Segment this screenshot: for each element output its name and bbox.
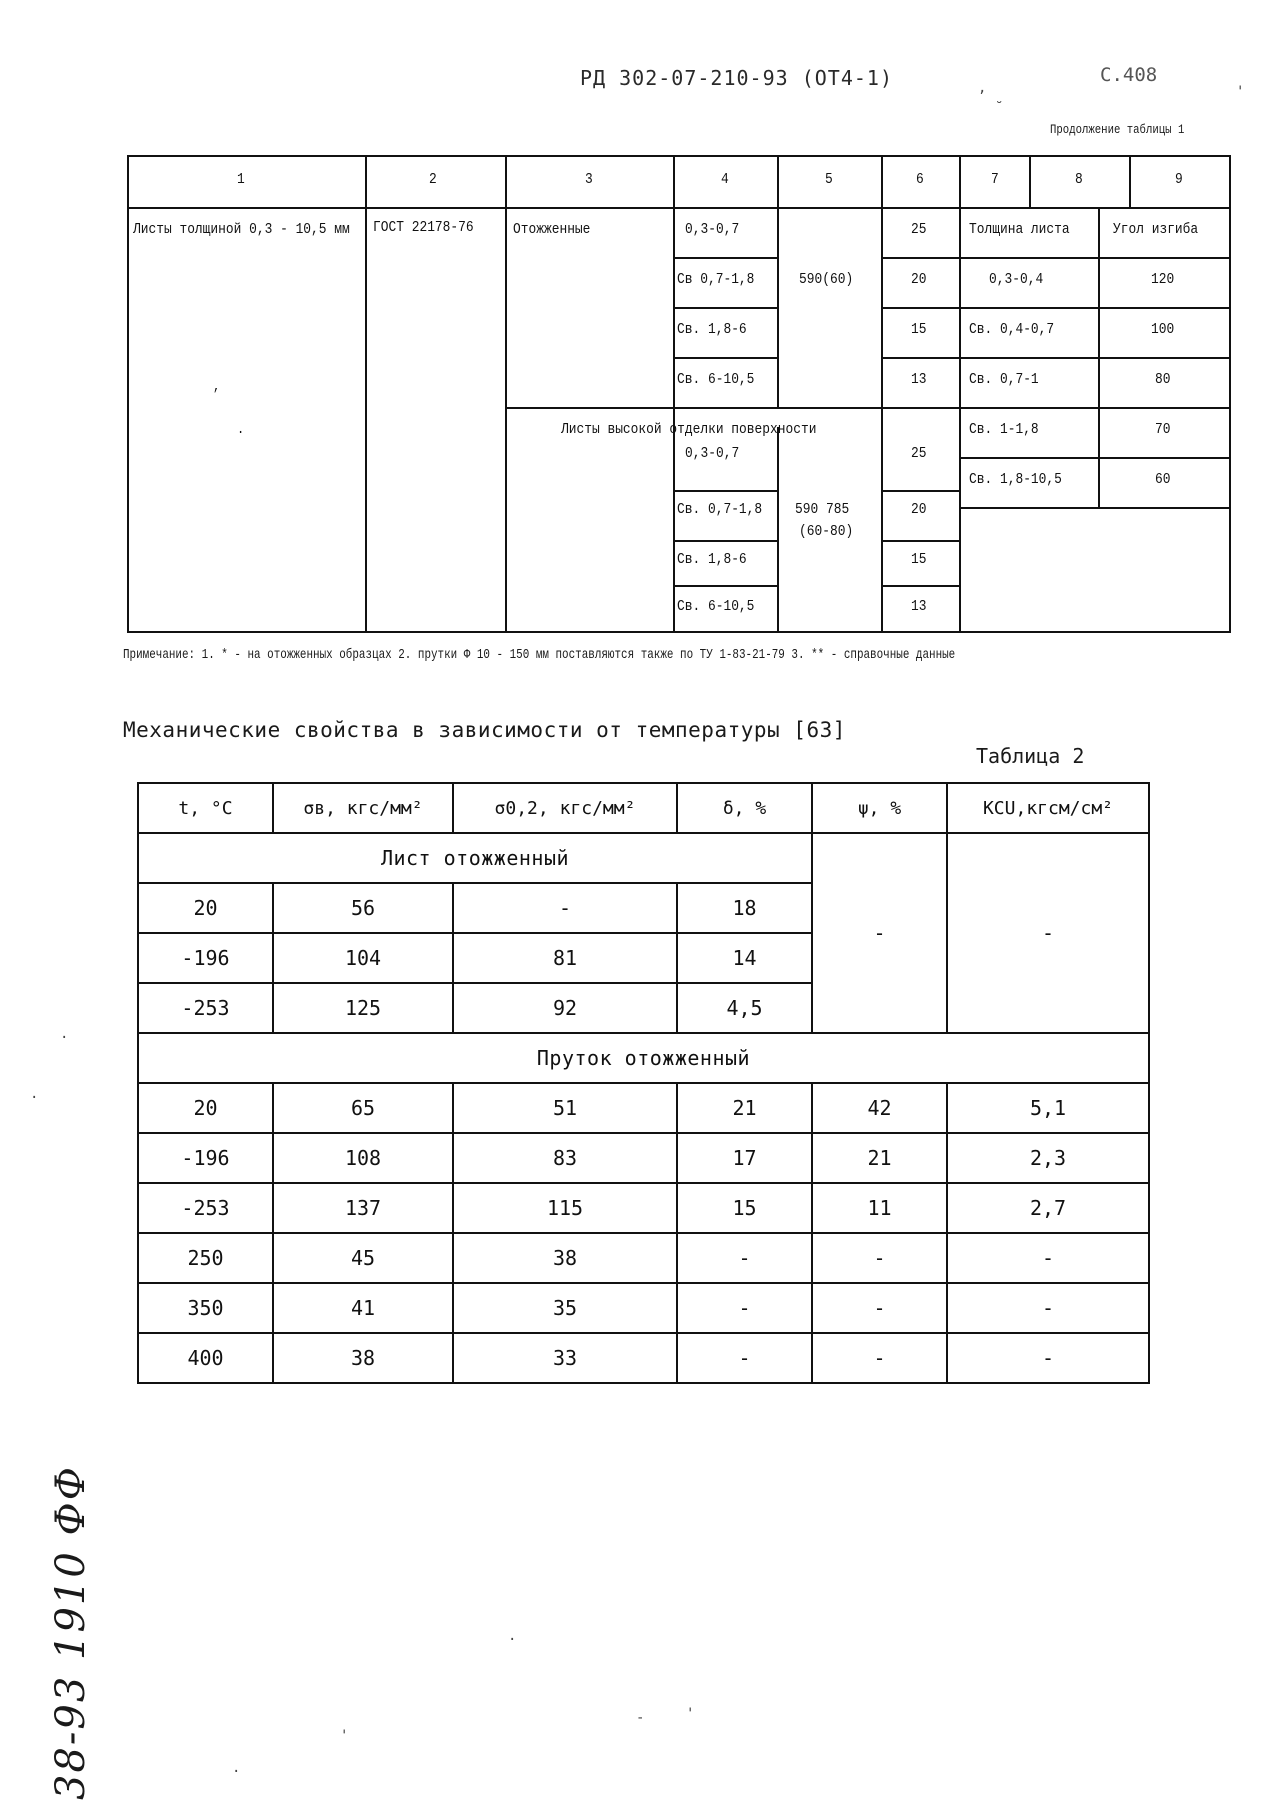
table-cell: -253: [138, 1183, 273, 1233]
thickness-cell: Св. 6-10,5: [677, 371, 755, 388]
table-cell: 42: [812, 1083, 947, 1133]
table-cell: 5,1: [947, 1083, 1149, 1133]
bend-angle: 70: [1155, 421, 1171, 438]
table-cell: -: [812, 1233, 947, 1283]
table-row: [138, 1183, 1149, 1233]
table-cell: -: [947, 1233, 1149, 1283]
table-cell: 15: [677, 1183, 812, 1233]
table-2: [137, 782, 1150, 1384]
table-cell: 4,5: [677, 983, 812, 1033]
bend-thickness: Св. 1,8-10,5: [969, 471, 1062, 488]
thickness-cell: Св. 1,8-6: [677, 551, 747, 568]
table-header-row: [138, 783, 1149, 833]
table-2-title: Механические свойства в зависимости от температуры [63]: [123, 718, 846, 742]
table-cell: -196: [138, 1133, 273, 1183]
scan-speck: ·: [30, 1090, 39, 1106]
col-header: 6: [916, 171, 924, 188]
table-cell: 20: [138, 883, 273, 933]
table-cell: 108: [273, 1133, 453, 1183]
elongation-cell: 13: [911, 371, 927, 388]
col-header: 7: [991, 171, 999, 188]
document-code: РД 302-07-210-93 (ОТ4-1): [580, 66, 893, 90]
material-name: Листы толщиной 0,3 - 10,5 мм: [133, 221, 350, 238]
thickness-cell: Св. 1,8-6: [677, 321, 747, 338]
table-cell: 14: [677, 933, 812, 983]
scan-speck: .: [232, 1760, 241, 1776]
header-cell: ψ, %: [812, 783, 947, 833]
table-row: [138, 1233, 1149, 1283]
scan-speck: ': [1236, 84, 1245, 100]
scan-speck: ·: [60, 1030, 69, 1046]
col-header: 9: [1175, 171, 1183, 188]
table-cell: -: [947, 833, 1149, 1033]
table-cell: -: [812, 1283, 947, 1333]
header-cell: σв, кгс/мм²: [273, 783, 453, 833]
table-cell: -196: [138, 933, 273, 983]
bend-thickness: Св. 0,4-0,7: [969, 321, 1055, 338]
bend-thickness: Св. 1-1,8: [969, 421, 1039, 438]
table-cell: 41: [273, 1283, 453, 1333]
state-annealed: Отожженные: [513, 221, 591, 238]
table-cell: -: [947, 1333, 1149, 1383]
table-cell: 2,7: [947, 1183, 1149, 1233]
elongation-cell: 13: [911, 598, 927, 615]
table-cell: -: [677, 1333, 812, 1383]
table-cell: -: [453, 883, 677, 933]
thickness-cell: Св 0,7-1,8: [677, 271, 755, 288]
strength-cell: (60-80): [799, 523, 854, 540]
table-2-label: Таблица 2: [976, 744, 1085, 768]
section-row: [138, 833, 1149, 883]
scan-speck: ,: [978, 80, 987, 96]
section-label: Пруток отожженный: [138, 1033, 1149, 1083]
thickness-cell: Св. 6-10,5: [677, 598, 755, 615]
elongation-cell: 25: [911, 445, 927, 462]
table-cell: 115: [453, 1183, 677, 1233]
state-high-finish: Листы высокой отделки поверхности: [561, 421, 817, 438]
table-cell: 38: [273, 1333, 453, 1383]
col-header: 4: [721, 171, 729, 188]
col-header: 2: [429, 171, 437, 188]
header-cell: δ, %: [677, 783, 812, 833]
header-cell: KCU,кгсм/см²: [947, 783, 1149, 833]
bend-angle: 120: [1151, 271, 1175, 288]
table-cell: 45: [273, 1233, 453, 1283]
bend-thickness: Св. 0,7-1: [969, 371, 1039, 388]
scan-speck: ·: [237, 425, 245, 441]
table-cell: 350: [138, 1283, 273, 1333]
table-cell: -: [812, 1333, 947, 1383]
elongation-cell: 20: [911, 271, 927, 288]
bend-header-thickness: Толщина листа: [969, 221, 1070, 238]
scan-speck: ': [340, 1728, 349, 1744]
scan-speck: ,: [213, 379, 221, 395]
table-cell: 35: [453, 1283, 677, 1333]
elongation-cell: 20: [911, 501, 927, 518]
table-cell: -: [812, 833, 947, 1033]
table-cell: 83: [453, 1133, 677, 1183]
table-cell: 11: [812, 1183, 947, 1233]
scan-speck: ': [686, 1706, 695, 1722]
table-cell: 21: [812, 1133, 947, 1183]
table-cell: 38: [453, 1233, 677, 1283]
table-1-continuation: [127, 155, 1231, 633]
table-row: [138, 1333, 1149, 1383]
table-cell: 104: [273, 933, 453, 983]
page-number: С.408: [1100, 64, 1158, 86]
table-row: [138, 1133, 1149, 1183]
table-cell: 2,3: [947, 1133, 1149, 1183]
table-cell: 125: [273, 983, 453, 1033]
strength-cell: 590 785: [795, 501, 850, 518]
table-cell: -: [947, 1283, 1149, 1333]
table-cell: 33: [453, 1333, 677, 1383]
bend-angle: 60: [1155, 471, 1171, 488]
elongation-cell: 15: [911, 551, 927, 568]
table-cell: 56: [273, 883, 453, 933]
table-row: [138, 1083, 1149, 1133]
bend-angle: 100: [1151, 321, 1175, 338]
col-header: 5: [825, 171, 833, 188]
strength-cell: 590(60): [799, 271, 854, 288]
table-cell: 20: [138, 1083, 273, 1133]
bend-thickness: 0,3-0,4: [989, 271, 1044, 288]
table-cell: 400: [138, 1333, 273, 1383]
header-cell: σ0,2, кгс/мм²: [453, 783, 677, 833]
table-cell: -: [677, 1233, 812, 1283]
elongation-cell: 25: [911, 221, 927, 238]
col-header: 1: [237, 171, 245, 188]
table-cell: 65: [273, 1083, 453, 1133]
table-cell: 18: [677, 883, 812, 933]
elongation-cell: 15: [911, 321, 927, 338]
table-cell: 137: [273, 1183, 453, 1233]
table-cell: 250: [138, 1233, 273, 1283]
col-header: 8: [1075, 171, 1083, 188]
table-cell: -: [677, 1283, 812, 1333]
table-cell: 21: [677, 1083, 812, 1133]
thickness-cell: 0,3-0,7: [685, 221, 740, 238]
handwritten-annotation: 38-93 1910 ФФ: [48, 1465, 94, 1800]
table-cell: 17: [677, 1133, 812, 1183]
header-cell: t, °C: [138, 783, 273, 833]
scan-speck: ·: [508, 1632, 517, 1648]
table-cell: 81: [453, 933, 677, 983]
section-row: [138, 1033, 1149, 1083]
col-header: 3: [585, 171, 593, 188]
section-label: Лист отожженный: [138, 833, 812, 883]
table-note: Примечание: 1. * - на отожженных образцах 2. прутки Ф 10 - 150 мм поставляются также по ТУ 1-83-21-79 3. ** - справочные данные: [123, 647, 956, 663]
scan-speck: -: [636, 1710, 645, 1726]
bend-header-angle: Угол изгиба: [1113, 221, 1199, 238]
table-cell: 92: [453, 983, 677, 1033]
scan-speck: ˘: [995, 100, 1004, 116]
thickness-cell: 0,3-0,7: [685, 445, 740, 462]
thickness-cell: Св. 0,7-1,8: [677, 501, 763, 518]
standard: ГОСТ 22178-76: [373, 219, 474, 236]
table-continuation-label: Продолжение таблицы 1: [1050, 122, 1185, 137]
bend-angle: 80: [1155, 371, 1171, 388]
table-cell: 51: [453, 1083, 677, 1133]
table-row: [138, 1283, 1149, 1333]
table-cell: -253: [138, 983, 273, 1033]
